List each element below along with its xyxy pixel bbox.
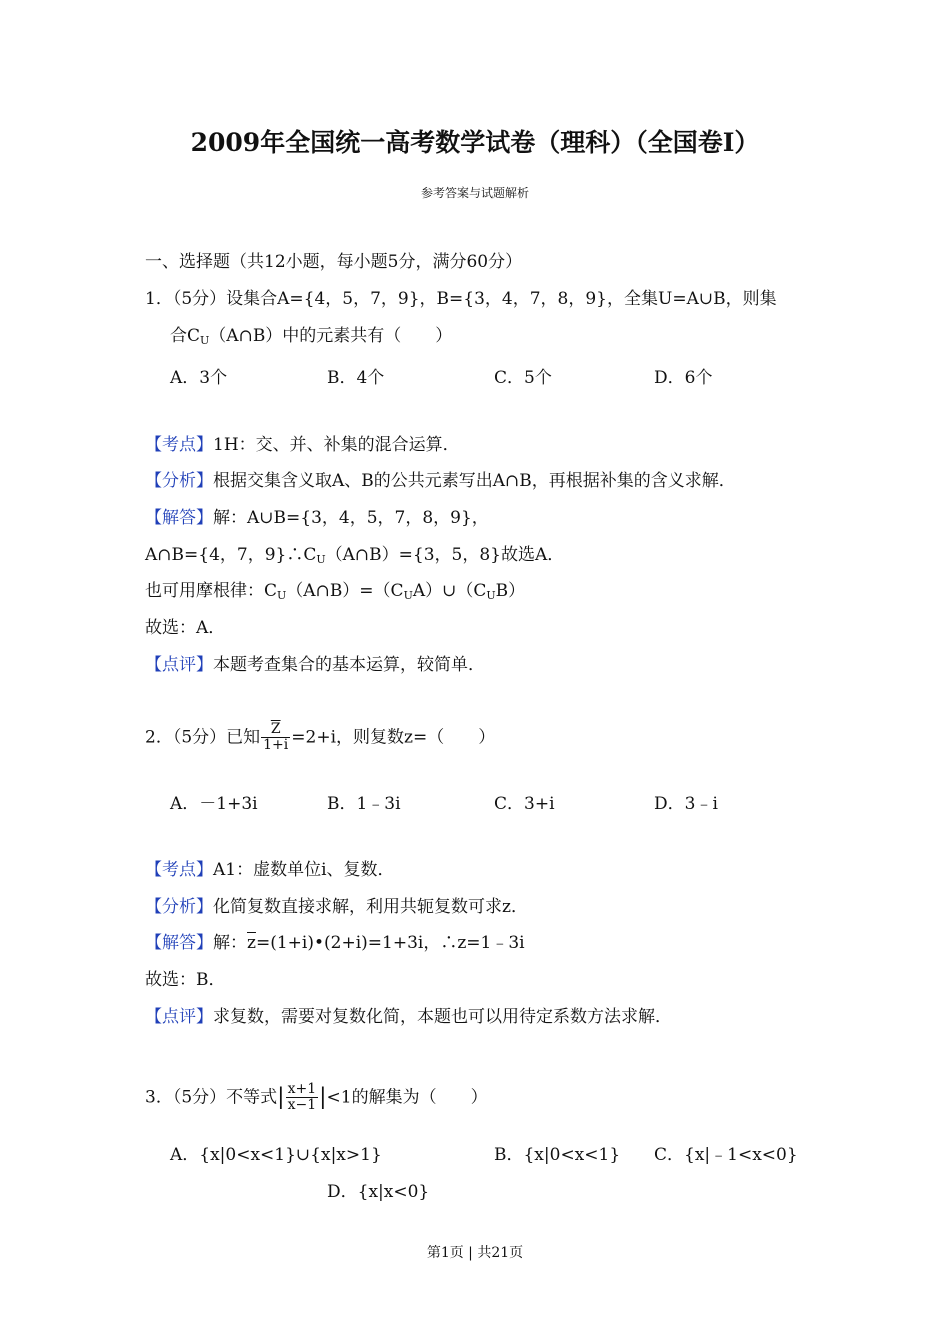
q2-jieda-tag: 【解答】 — [145, 933, 213, 953]
q1-kaodian — [145, 435, 460, 455]
q3-abs-left: | — [277, 1084, 285, 1110]
q2-stem — [145, 722, 495, 754]
q1-sol2-b: （A∩B）={3，5，8}故选A． — [325, 545, 565, 565]
q2-stem-suffix: =2+i，则复数z=（ ） — [291, 727, 496, 748]
q1-stem-line2 — [170, 326, 452, 347]
q2-fenxi — [145, 897, 528, 917]
q1-sol3-d: B） — [495, 581, 526, 601]
q2-kaodian — [145, 860, 395, 880]
q1-stem-line2-b: （A∩B）中的元素共有（ ） — [209, 326, 453, 346]
q1-sol3-sub2: U — [403, 589, 413, 602]
q2-jieda-z: $\overline{z}$ — [247, 933, 256, 953]
page-title: 2009年全国统一高考数学试卷（理科）（全国卷Ⅰ） — [190, 128, 760, 157]
q3-option-b: B．{x|0<x<1} — [494, 1145, 621, 1165]
q3-option-d: D．{x|x<0} — [327, 1182, 430, 1202]
q2-dianping-text: 求复数，需要对复数化简，本题也可以用待定系数方法求解． — [213, 1007, 672, 1027]
section-heading: 一、选择题（共12小题，每小题5分，满分60分） — [145, 252, 523, 272]
q1-jieda-text: 解：A∪B={3，4，5，7，8，9}， — [213, 508, 489, 528]
q1-fenxi-text: 根据交集含义取A、B的公共元素写出A∩B，再根据补集的含义求解． — [213, 471, 736, 491]
q1-fenxi-tag: 【分析】 — [145, 471, 213, 491]
q1-option-b: B．4个 — [327, 368, 385, 388]
q2-fenxi-text: 化简复数直接求解，利用共轭复数可求z． — [213, 897, 528, 917]
q1-stem-line1: 1．（5分）设集合A={4，5，7，9}，B={3，4，7，8，9}，全集U=A∪B，则集 — [145, 289, 777, 309]
q1-solution-line3 — [145, 581, 525, 602]
q3-option-c: C．{x|﹣1<x<0} — [654, 1145, 798, 1165]
q1-option-c: C．5个 — [494, 368, 552, 388]
page-subtitle: 参考答案与试题解析 — [420, 186, 529, 200]
q1-sol3-sub1: U — [277, 589, 287, 602]
q3-stem — [145, 1082, 488, 1114]
q1-kaodian-text: 1H：交、并、补集的混合运算． — [213, 435, 460, 455]
q1-solution-line2 — [145, 545, 564, 566]
q2-option-c: C．3+i — [494, 794, 555, 814]
q1-solution-line4: 故选：A． — [145, 618, 226, 638]
q1-jieda — [145, 508, 489, 528]
q1-fenxi — [145, 471, 736, 491]
q1-sol2-sub: U — [316, 553, 326, 566]
q2-option-a: A．－1+3i — [170, 794, 258, 814]
q2-jieda — [145, 933, 525, 953]
q2-frac-den: 1+i — [263, 737, 289, 754]
q1-sol3-sub3: U — [486, 589, 496, 602]
q3-frac-den: x−1 — [287, 1097, 317, 1114]
q1-sol2-a: A∩B={4，7，9}∴C — [145, 545, 317, 565]
page-footer: 第1页 | 共21页 — [426, 1245, 524, 1261]
q1-sol3-a: 也可用摩根律：C — [145, 581, 278, 601]
q2-fenxi-tag: 【分析】 — [145, 897, 213, 917]
q2-dianping — [145, 1007, 672, 1027]
q2-option-d: D．3﹣i — [654, 794, 718, 814]
q1-option-d: D．6个 — [654, 368, 713, 388]
q2-jieda-a: 解： — [213, 933, 247, 953]
q1-jieda-tag: 【解答】 — [145, 508, 213, 528]
q2-dianping-tag: 【点评】 — [145, 1007, 213, 1027]
q1-dianping-text: 本题考查集合的基本运算，较简单． — [213, 655, 485, 675]
q2-option-b: B．1﹣3i — [327, 794, 401, 814]
q2-kaodian-tag: 【考点】 — [145, 860, 213, 880]
q1-dianping-tag: 【点评】 — [145, 655, 213, 675]
q1-sol3-b: （A∩B）=（C — [286, 581, 404, 601]
q3-stem-prefix: 3．（5分）不等式 — [145, 1087, 278, 1108]
q3-fraction — [286, 1082, 319, 1114]
q2-solution-line2: 故选：B． — [145, 970, 226, 990]
q2-stem-prefix: 2．（5分）已知 — [145, 727, 261, 748]
q3-abs-right: | — [319, 1084, 327, 1110]
q2-jieda-b: =(1+i)•(2+i)=1+3i，∴z=1﹣3i — [255, 933, 525, 953]
q1-stem-line2-a: 合C — [170, 326, 201, 346]
q3-stem-suffix: <1的解集为（ ） — [326, 1087, 488, 1108]
q1-dianping — [145, 655, 485, 675]
q1-stem-sub: U — [200, 334, 210, 347]
q2-kaodian-text: A1：虚数单位i、复数． — [213, 860, 395, 880]
q3-frac-num: x+1 — [287, 1081, 317, 1097]
q1-option-a: A．3个 — [170, 368, 228, 388]
q1-sol3-c: A）∪（C — [412, 581, 487, 601]
q1-kaodian-tag: 【考点】 — [145, 435, 213, 455]
q2-frac-num: $\overline{Z}$ — [261, 722, 290, 738]
q3-option-a: A．{x|0<x<1}∪{x|x>1} — [170, 1145, 382, 1165]
q2-fraction — [261, 722, 290, 754]
